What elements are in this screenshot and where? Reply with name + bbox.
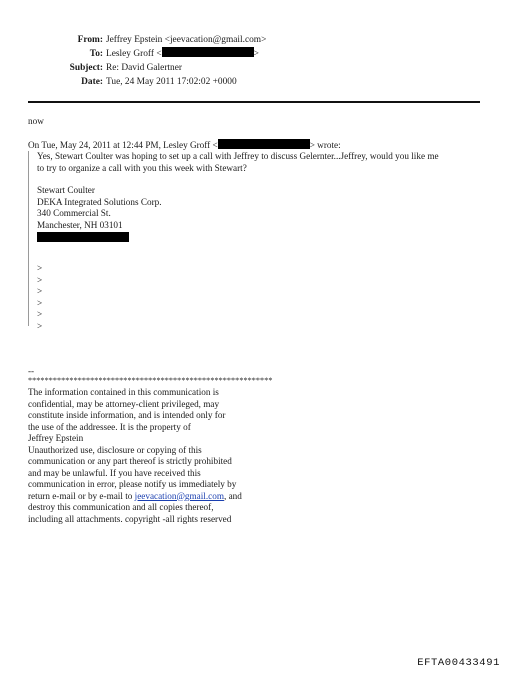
reply-text: now bbox=[28, 116, 44, 126]
signature-line: Stewart Coulter bbox=[37, 185, 95, 195]
from-value: Jeffrey Epstein <jeevacation@gmail.com> bbox=[106, 35, 267, 45]
signature-line: 340 Commercial St. bbox=[37, 208, 111, 218]
disclaimer-line: confidential, may be attorney-client privileged, may bbox=[28, 398, 220, 409]
from-label: From: bbox=[77, 35, 103, 45]
attribution-suffix: > wrote: bbox=[309, 140, 341, 150]
to-prefix: Lesley Groff < bbox=[106, 49, 162, 59]
quote-marker: > bbox=[37, 309, 43, 320]
disclaimer-line: the use of the addressee. It is the property of bbox=[28, 421, 191, 432]
disclaimer-line: Jeffrey Epstein bbox=[28, 433, 84, 443]
email-link[interactable]: jeevacation@gmail.com bbox=[134, 490, 224, 501]
redaction-block bbox=[218, 139, 310, 149]
quote-line: Yes, Stewart Coulter was hoping to set up a call with Jeffrey to discuss Gelernter...Jeffrey, would you like me bbox=[37, 151, 439, 161]
to-value bbox=[106, 47, 259, 61]
date-value: Tue, 24 May 2011 17:02:02 +0000 bbox=[106, 77, 237, 87]
signature-redacted-line bbox=[37, 231, 492, 242]
quote-markers bbox=[37, 263, 42, 333]
signature-line: DEKA Integrated Solutions Corp. bbox=[37, 196, 162, 207]
notify-prefix: return e-mail or by e-mail to bbox=[28, 490, 135, 501]
quote-marker: > bbox=[37, 286, 43, 297]
disclaimer-line: communication or any part thereof is strictly prohibited bbox=[28, 456, 232, 466]
to-suffix: > bbox=[253, 49, 259, 59]
quote-attribution bbox=[28, 139, 341, 152]
quote-marker: > bbox=[37, 297, 43, 308]
disclaimer-line: communication in error, please notify us immediately by bbox=[28, 479, 237, 489]
subject-label: Subject: bbox=[69, 63, 103, 73]
asterisk-divider: *********************************************************** bbox=[28, 376, 273, 385]
disclaimer-line: including all attachments. copyright -all rights reserved bbox=[28, 513, 232, 524]
signature-line: Manchester, NH 03101 bbox=[37, 219, 123, 230]
disclaimer-line: constitute inside information, and is intended only for bbox=[28, 410, 226, 420]
attribution-prefix: On Tue, May 24, 2011 at 12:44 PM, Lesley Groff < bbox=[28, 140, 218, 150]
redaction-block bbox=[37, 232, 129, 242]
disclaimer-line: The information contained in this communication is bbox=[28, 387, 219, 397]
disclaimer-line: and may be unlawful. If you have received this bbox=[28, 467, 201, 478]
disclaimer-line: destroy this communication and all copies thereof, bbox=[28, 502, 214, 512]
signature-separator: -- bbox=[28, 366, 35, 376]
quoted-message bbox=[28, 151, 492, 331]
subject-value: Re: David Galertner bbox=[106, 63, 183, 73]
date-label: Date: bbox=[81, 77, 103, 87]
quote-marker: > bbox=[37, 320, 43, 331]
disclaimer-notify-line bbox=[28, 491, 278, 503]
quote-marker: > bbox=[37, 263, 43, 273]
bates-number: EFTA00433491 bbox=[417, 657, 500, 669]
to-label: To: bbox=[89, 49, 103, 59]
signature-block bbox=[37, 185, 492, 242]
quote-line: to try to organize a call with you this week with Stewart? bbox=[37, 162, 247, 173]
redaction-block bbox=[162, 47, 254, 57]
confidentiality-disclaimer bbox=[28, 387, 278, 525]
quote-marker: > bbox=[37, 274, 43, 285]
header-divider bbox=[28, 101, 480, 103]
disclaimer-line: Unauthorized use, disclosure or copying of this bbox=[28, 444, 202, 455]
notify-suffix: , and bbox=[223, 490, 242, 501]
